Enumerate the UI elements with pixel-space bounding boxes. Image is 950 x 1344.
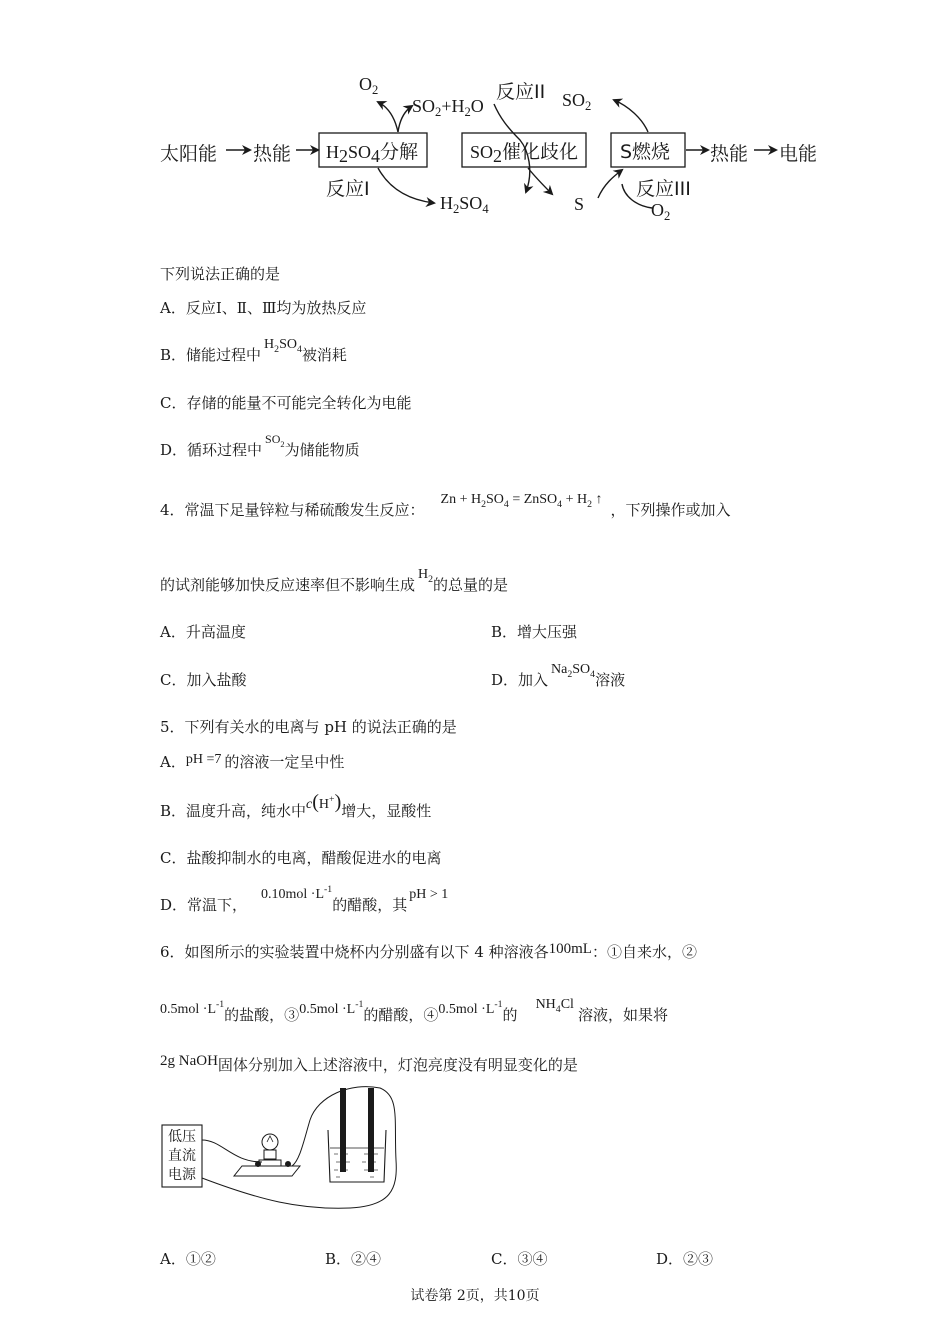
box3-text: S燃烧 bbox=[620, 141, 671, 163]
arrow-to-so2-right bbox=[614, 100, 648, 132]
arrow-s-to-box3 bbox=[598, 170, 622, 198]
q6-option-b: B．②④ bbox=[325, 1250, 382, 1268]
page-footer: 试卷第 2页，共10页 bbox=[410, 1288, 540, 1304]
heat-label-1: 热能 bbox=[253, 143, 292, 165]
arrow-to-s bbox=[528, 168, 552, 194]
q6-option-c: C．③④ bbox=[491, 1250, 548, 1268]
beaker bbox=[328, 1130, 386, 1182]
electrode-right bbox=[368, 1088, 374, 1172]
reaction1-label: 反应I bbox=[326, 178, 370, 200]
power-supply-label: 低压 直流 电源 bbox=[168, 1129, 196, 1183]
q5-option-a: A．pH =7 的溶液一定呈中性 bbox=[160, 752, 345, 771]
reaction3-label: 反应III bbox=[636, 178, 691, 200]
reaction2-label: 反应II bbox=[496, 81, 546, 103]
bulb bbox=[262, 1134, 278, 1150]
q3-option-d: D．循环过程中$^{SO_2}$为储能物质 bbox=[160, 432, 360, 459]
so2-right-label: $SO_2$ bbox=[562, 90, 592, 113]
q5-stem: 5．下列有关水的电离与 pH 的说法正确的是 bbox=[160, 718, 457, 736]
q6-option-a: A．①② bbox=[160, 1250, 216, 1268]
q3-stem: 下列说法正确的是 bbox=[160, 265, 281, 283]
q4-option-a: A．升高温度 bbox=[160, 623, 246, 641]
h2so4-bottom-label: $H_2SO_4$ bbox=[440, 193, 489, 216]
q4-option-d: D．加入$Na_2SO_4$溶液 bbox=[491, 662, 626, 689]
solar-label: 太阳能 bbox=[160, 143, 218, 165]
q5-option-b: B．温度升高，纯水中c(H+)增大，显酸性 bbox=[160, 791, 432, 820]
box2-text: $SO_2$催化歧化 bbox=[470, 141, 579, 166]
box1-text: $H_2SO_4$分解 bbox=[326, 141, 419, 166]
q3-option-b: B．储能过程中$H_2SO_4$被消耗 bbox=[160, 337, 347, 364]
q6-stem: 6．如图所示的实验装置中烧杯内分别盛有以下 4 种溶液各100mL：①自来水，② bbox=[160, 941, 697, 961]
q4-option-b: B．增大压强 bbox=[491, 623, 578, 641]
q3-option-c: C．存储的能量不可能完全转化为电能 bbox=[160, 394, 412, 412]
s-bottom-label: S bbox=[574, 194, 585, 214]
bulb-board bbox=[234, 1166, 300, 1176]
arrow-to-h2so4 bbox=[378, 168, 434, 203]
q4-stem-line2: 的试剂能够加快反应速率但不影响生成$H_2$的总量的是 bbox=[160, 567, 509, 594]
q6-option-d: D．②③ bbox=[656, 1250, 714, 1268]
q4-option-c: C．加入盐酸 bbox=[160, 671, 247, 689]
q6-stem-line3: 2g NaOH固体分别加入上述溶液中，灯泡亮度没有明显变化的是 bbox=[160, 1053, 578, 1074]
arrow-to-o2 bbox=[378, 102, 398, 132]
q4-stem: 4．常温下足量锌粒与稀硫酸发生反应：$Zn + H_2SO_4$ = ZnSO$_4$ + $H_2$ ↑，下列操作或加入 bbox=[160, 492, 731, 519]
electric-label: 电能 bbox=[779, 143, 818, 165]
heat-label-2: 热能 bbox=[710, 143, 749, 165]
o2-top-label: $O_2$ bbox=[359, 74, 379, 97]
q5-option-c: C．盐酸抑制水的电离，醋酸促进水的电离 bbox=[160, 849, 442, 867]
q3-option-a: A．反应Ⅰ、Ⅱ、Ⅲ均为放热反应 bbox=[160, 299, 367, 317]
o2-bottom-label: $O_2$ bbox=[651, 200, 671, 223]
so2-h2o-label: $SO_2+H_2O$ bbox=[412, 96, 484, 119]
q6-stem-line2: $0.5mol \cdot L^{-1}$的盐酸，③0.5mol $\cdot L^{-1}$的醋酸，④0.5mol $\cdot L^{-1}$的$NH_4Cl$溶液，如果将 bbox=[160, 997, 668, 1024]
arrow-to-so2-h2o bbox=[398, 106, 412, 132]
electrode-left bbox=[340, 1088, 346, 1172]
q5-option-d: D．常温下，$0.10mol \cdot L^{-1}$的醋酸，其pH > 1 bbox=[160, 884, 449, 914]
